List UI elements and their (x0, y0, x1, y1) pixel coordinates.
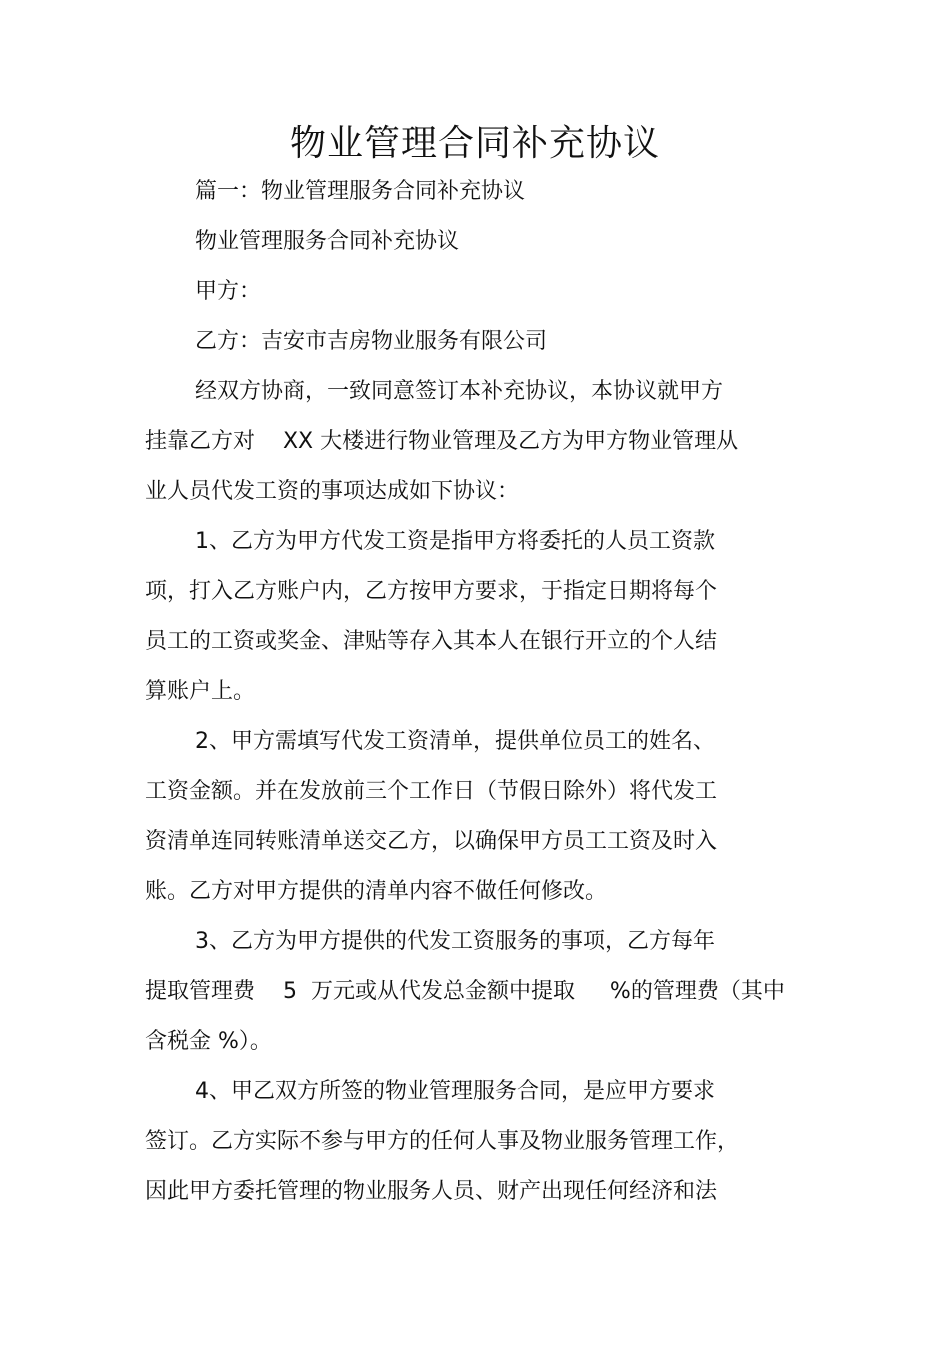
clause-2-line: 资清单连同转账清单送交乙方，以确保甲方员工工资及时入 (145, 829, 718, 854)
paragraph-line: 业人员代发工资的事项达成如下协议： (145, 479, 520, 504)
clause-1-line: 员工的工资或奖金、津贴等存入其本人在银行开立的个人结 (145, 629, 718, 654)
clause-2-line: 2、甲方需填写代发工资清单，提供单位员工的姓名、 (195, 729, 715, 754)
clause-2-line: 账。乙方对甲方提供的清单内容不做任何修改。 (145, 879, 608, 904)
clause-4-line: 因此甲方委托管理的物业服务人员、财产出现任何经济和法 (145, 1179, 718, 1204)
document-title: 物业管理合同补充协议 (289, 123, 660, 164)
clause-3-line: 含税金 %）。 (145, 1029, 272, 1054)
clause-4-line: 签订。乙方实际不参与甲方的任何人事及物业服务管理工作， (145, 1129, 740, 1154)
section-heading: 篇一：物业管理服务合同补充协议 (195, 179, 526, 204)
clause-3-line: 提取管理费 5 万元或从代发总金额中提取 %的管理费（其中 (145, 979, 785, 1004)
clause-4-line: 4、甲乙双方所签的物业管理服务合同，是应甲方要求 (195, 1079, 715, 1104)
party-a-line: 甲方： (195, 279, 262, 304)
paragraph-line: 经双方协商，一致同意签订本补充协议，本协议就甲方 (195, 379, 724, 404)
clause-1-line: 1、乙方为甲方代发工资是指甲方将委托的人员工资款 (195, 529, 715, 554)
clause-3-line: 3、乙方为甲方提供的代发工资服务的事项，乙方每年 (195, 929, 715, 954)
clause-2-line: 工资金额。并在发放前三个工作日（节假日除外）将代发工 (145, 779, 718, 804)
clause-1-line: 算账户上。 (145, 679, 256, 704)
party-b-line: 乙方：吉安市吉房物业服务有限公司 (195, 329, 548, 354)
paragraph-line: 挂靠乙方对 XX 大楼进行物业管理及乙方为甲方物业管理从 (145, 429, 739, 454)
subtitle-line: 物业管理服务合同补充协议 (195, 229, 460, 254)
clause-1-line: 项，打入乙方账户内，乙方按甲方要求，于指定日期将每个 (145, 579, 718, 604)
